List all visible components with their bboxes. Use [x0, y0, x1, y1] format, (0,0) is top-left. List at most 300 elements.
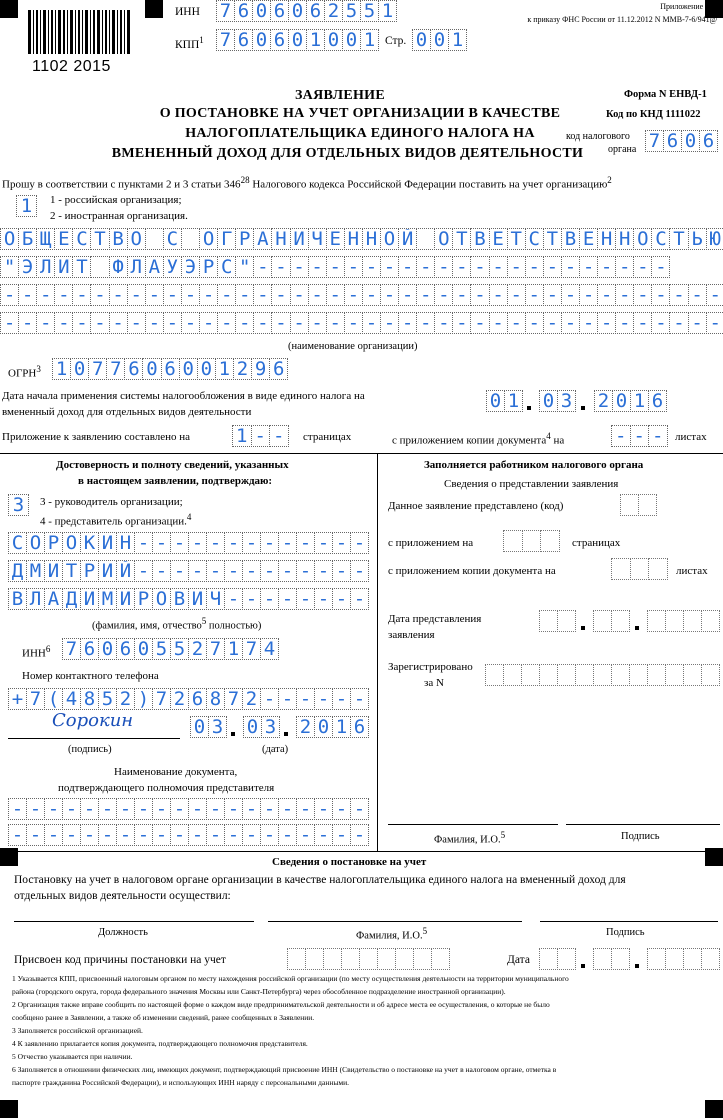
- tax-fio-label-text: Фамилия, И.О.: [434, 834, 501, 846]
- sign-date-caption: (дата): [262, 744, 289, 755]
- empty-cell: [593, 664, 612, 686]
- char-cell: -: [648, 425, 668, 447]
- char-cell: -: [235, 284, 254, 306]
- empty-cell: [377, 948, 396, 970]
- char-cell: -: [206, 824, 225, 846]
- char-cell: 7: [206, 638, 225, 660]
- char-cell: И: [54, 256, 73, 278]
- appendix-pages-cells: [232, 425, 288, 447]
- char-cell: 6: [234, 0, 253, 22]
- char-cell: -: [362, 256, 381, 278]
- registration-position-label: Должность: [98, 927, 148, 938]
- char-cell: -: [80, 824, 99, 846]
- char-cell: 7: [62, 638, 81, 660]
- empty-cell: [701, 664, 720, 686]
- patronymic-cells: [8, 588, 368, 610]
- char-cell: 0: [288, 29, 307, 51]
- registration-date-label: Дата: [507, 954, 530, 966]
- char-cell: Э: [18, 256, 37, 278]
- sign-date-day: [190, 716, 226, 738]
- char-cell: 3: [557, 390, 576, 412]
- empty-cell: [665, 948, 684, 970]
- char-cell: 0: [412, 29, 431, 51]
- appendix-copies-sup: 4: [546, 431, 551, 441]
- char-cell: 6: [188, 688, 207, 710]
- char-cell: -: [242, 560, 261, 582]
- registration-date-year: [647, 948, 719, 970]
- char-cell: О: [26, 532, 45, 554]
- char-cell: -: [242, 798, 261, 820]
- char-cell: -: [669, 312, 688, 334]
- char-cell: -: [44, 798, 63, 820]
- tax-date-sep-1: [581, 626, 585, 630]
- empty-cell: [539, 664, 558, 686]
- tax-office-title: Заполняется работником налогового органа: [424, 459, 644, 471]
- char-cell: О: [199, 228, 218, 250]
- appendix-copies-on: на: [553, 434, 565, 447]
- char-cell: -: [326, 312, 345, 334]
- registration-date-sep-2: [635, 964, 639, 968]
- request-text-part-1: Прошу в соответствии с пунктами 2 и 3 статьи 346: [2, 178, 241, 191]
- char-cell: Ч: [308, 228, 327, 250]
- char-cell: 3: [208, 716, 227, 738]
- char-cell: -: [271, 284, 290, 306]
- char-cell: С: [72, 228, 91, 250]
- char-cell: 2: [170, 688, 189, 710]
- char-cell: -: [224, 798, 243, 820]
- footnote: 6 Заполняется в отношении физических лиц, имеющих документ, подтверждающий присвоение ИНН (Свидетельство о постановке на учет в налоговом органе, отметка в: [12, 1065, 557, 1074]
- char-cell: -: [633, 256, 652, 278]
- start-date-label-2: вмененный доход для отдельных видов деятельности: [2, 406, 252, 418]
- char-cell: 7: [106, 358, 125, 380]
- ogrn-label-text: ОГРН: [8, 367, 37, 380]
- char-cell: -: [269, 425, 289, 447]
- char-cell: 0: [342, 29, 361, 51]
- char-cell: -: [116, 824, 135, 846]
- char-cell: О: [127, 228, 146, 250]
- char-cell: -: [26, 798, 45, 820]
- char-cell: -: [543, 312, 562, 334]
- signature-image: Сорокин: [52, 710, 134, 731]
- signer-inn-sup: 6: [45, 644, 51, 654]
- char-cell: -: [134, 798, 153, 820]
- char-cell: Н: [116, 532, 135, 554]
- registration-fio-line: [268, 921, 522, 922]
- char-cell: Л: [36, 256, 55, 278]
- char-cell: -: [260, 824, 279, 846]
- char-cell: 1: [52, 358, 71, 380]
- start-date-sep-1: [527, 406, 531, 410]
- char-cell: -: [507, 284, 526, 306]
- char-cell: -: [525, 284, 544, 306]
- char-cell: -: [380, 312, 399, 334]
- tax-reg-cells: [485, 664, 719, 686]
- empty-cell: [647, 664, 666, 686]
- char-cell: Е: [579, 228, 598, 250]
- registration-kpp-label: Присвоен код причины постановки на учет: [14, 954, 226, 966]
- char-cell: 0: [681, 130, 700, 152]
- char-cell: -: [489, 284, 508, 306]
- char-cell: -: [224, 588, 243, 610]
- fio-caption-text: (фамилия, имя, отчество: [92, 620, 202, 632]
- tax-date-sep-2: [635, 626, 639, 630]
- empty-cell: [665, 610, 684, 632]
- char-cell: О: [380, 228, 399, 250]
- char-cell: В: [470, 228, 489, 250]
- char-cell: -: [36, 312, 55, 334]
- empty-cell: [701, 610, 720, 632]
- request-text-part-2: Налогового кодекса Российской Федерации поставить на учет организацию: [249, 178, 608, 191]
- knd-code: Код по КНД 1111022: [606, 109, 701, 120]
- char-cell: -: [611, 425, 631, 447]
- char-cell: 7: [242, 638, 261, 660]
- footnotes: [12, 972, 712, 1089]
- char-cell: -: [615, 312, 634, 334]
- org-name-row-4: [0, 312, 723, 334]
- empty-cell: [305, 948, 324, 970]
- char-cell: 0: [70, 358, 89, 380]
- fio-caption: [92, 616, 261, 633]
- char-cell: Т: [62, 560, 81, 582]
- appendix-line-2: к приказу ФНС России от 11.12.2012 N ММВ-7-6/941@: [527, 15, 717, 24]
- request-sup-2: 2: [607, 175, 612, 185]
- char-cell: -: [260, 588, 279, 610]
- char-cell: -: [199, 284, 218, 306]
- char-cell: -: [116, 798, 135, 820]
- char-cell: -: [314, 798, 333, 820]
- barcode-image: [28, 10, 132, 62]
- char-cell: -: [72, 312, 91, 334]
- char-cell: -: [62, 798, 81, 820]
- char-cell: И: [98, 560, 117, 582]
- char-cell: Р: [44, 532, 63, 554]
- signer-inn-label-text: ИНН: [22, 647, 46, 660]
- char-cell: ): [134, 688, 153, 710]
- char-cell: -: [350, 532, 369, 554]
- char-cell: -: [152, 824, 171, 846]
- empty-cell: [431, 948, 450, 970]
- char-cell: 4: [260, 638, 279, 660]
- empty-cell: [611, 948, 630, 970]
- char-cell: 0: [142, 358, 161, 380]
- start-date-label-1: Дата начала применения системы налогообложения в виде единого налога на: [2, 390, 365, 402]
- char-cell: [416, 228, 435, 250]
- tax-fio-label: [434, 830, 505, 847]
- char-cell: -: [314, 532, 333, 554]
- char-cell: 5: [342, 0, 361, 22]
- char-cell: -: [98, 824, 117, 846]
- confirm-option-4: [40, 512, 191, 529]
- char-cell: -: [152, 560, 171, 582]
- appendix-copies-text: с приложением копии документа: [392, 434, 547, 447]
- empty-cell: [540, 530, 560, 552]
- empty-cell: [638, 494, 657, 516]
- char-cell: -: [170, 532, 189, 554]
- char-cell: -: [271, 256, 290, 278]
- empty-cell: [620, 494, 639, 516]
- signature-caption: (подпись): [68, 744, 112, 755]
- section-vertical-line: [377, 453, 378, 851]
- request-text: [2, 175, 612, 192]
- char-cell: В: [170, 588, 189, 610]
- ogrn-cells: [52, 358, 287, 380]
- char-cell: -: [630, 425, 650, 447]
- registration-date-day: [539, 948, 575, 970]
- char-cell: Е: [489, 228, 508, 250]
- empty-cell: [683, 948, 702, 970]
- char-cell: -: [489, 256, 508, 278]
- char-cell: Ю: [706, 228, 723, 250]
- char-cell: -: [452, 284, 471, 306]
- char-cell: -: [470, 284, 489, 306]
- footnote: 3 Заполняется российской организацией.: [12, 1026, 143, 1035]
- empty-cell: [539, 610, 558, 632]
- char-cell: -: [434, 256, 453, 278]
- char-cell: [90, 256, 109, 278]
- tax-appendix-cells: [503, 530, 559, 552]
- char-cell: 7: [26, 688, 45, 710]
- start-date-year: [594, 390, 666, 412]
- char-cell: -: [651, 284, 670, 306]
- char-cell: И: [116, 588, 135, 610]
- char-cell: Н: [597, 228, 616, 250]
- char-cell: -: [260, 560, 279, 582]
- char-cell: С: [651, 228, 670, 250]
- request-sup-1: 28: [240, 175, 250, 185]
- char-cell: Ь: [688, 228, 707, 250]
- char-cell: -: [525, 256, 544, 278]
- char-cell: Н: [615, 228, 634, 250]
- footnote: района (городского округа, города федерального значения Москвы или Санкт-Петербурга) через обособленное подразделение иностранной организации).: [12, 987, 506, 996]
- char-cell: 6: [663, 130, 682, 152]
- char-cell: -: [44, 824, 63, 846]
- char-cell: -: [188, 824, 207, 846]
- char-cell: -: [326, 284, 345, 306]
- char-cell: -: [152, 798, 171, 820]
- char-cell: -: [332, 532, 351, 554]
- char-cell: -: [308, 256, 327, 278]
- confirm-type-cell: [8, 494, 28, 516]
- char-cell: -: [0, 312, 19, 334]
- char-cell: -: [36, 284, 55, 306]
- doc-row-1: [8, 798, 368, 820]
- confirm-option-3: 3 - руководитель организации;: [40, 496, 183, 508]
- char-cell: -: [332, 588, 351, 610]
- sign-date-year: [296, 716, 368, 738]
- char-cell: И: [188, 588, 207, 610]
- phone-cells: [8, 688, 368, 710]
- char-cell: -: [296, 560, 315, 582]
- char-cell: Й: [116, 560, 135, 582]
- char-cell: -: [181, 284, 200, 306]
- org-name-caption: (наименование организации): [288, 341, 418, 352]
- char-cell: 0: [288, 0, 307, 22]
- char-cell: -: [0, 284, 19, 306]
- char-cell: -: [62, 824, 81, 846]
- char-cell: В: [561, 228, 580, 250]
- char-cell: -: [344, 284, 363, 306]
- char-cell: -: [326, 256, 345, 278]
- char-cell: -: [145, 312, 164, 334]
- registration-fio-sup: 5: [422, 926, 428, 936]
- char-cell: [145, 228, 164, 250]
- char-cell: 5: [152, 638, 171, 660]
- char-cell: -: [332, 798, 351, 820]
- char-cell: 6: [161, 358, 180, 380]
- char-cell: -: [206, 532, 225, 554]
- char-cell: -: [224, 560, 243, 582]
- char-cell: 2: [116, 688, 135, 710]
- char-cell: 6: [350, 716, 369, 738]
- char-cell: -: [416, 256, 435, 278]
- char-cell: 1: [360, 29, 379, 51]
- char-cell: -: [507, 256, 526, 278]
- tax-date-year: [647, 610, 719, 632]
- tax-fio-line: [388, 824, 558, 825]
- char-cell: Т: [72, 256, 91, 278]
- char-cell: -: [296, 532, 315, 554]
- char-cell: -: [651, 312, 670, 334]
- char-cell: 7: [152, 688, 171, 710]
- char-cell: Л: [127, 256, 146, 278]
- confirm-option-4-text: 4 - представитель организации.: [40, 515, 187, 528]
- empty-cell: [629, 664, 648, 686]
- char-cell: 1: [332, 716, 351, 738]
- char-cell: 2: [324, 0, 343, 22]
- char-cell: 6: [269, 358, 288, 380]
- empty-cell: [647, 610, 666, 632]
- char-cell: 6: [124, 358, 143, 380]
- empty-cell: [287, 948, 306, 970]
- char-cell: 5: [98, 688, 117, 710]
- char-cell: -: [452, 312, 471, 334]
- char-cell: И: [44, 560, 63, 582]
- appendix-copies-label: [392, 431, 564, 448]
- char-cell: О: [434, 228, 453, 250]
- registration-kpp-cells: [287, 948, 449, 970]
- char-cell: 0: [134, 638, 153, 660]
- section-top-line: [0, 453, 723, 454]
- char-cell: 0: [252, 29, 271, 51]
- tax-reg-label-2: за N: [424, 677, 444, 689]
- registration-sign-line: [540, 921, 718, 922]
- char-cell: 6: [306, 0, 325, 22]
- char-cell: -: [188, 560, 207, 582]
- phone-label: Номер контактного телефона: [22, 670, 159, 682]
- confirm-title-2: в настоящем заявлении, подтверждаю:: [78, 475, 273, 487]
- tax-reg-label-1: Зарегистрировано: [388, 661, 473, 673]
- char-cell: -: [350, 824, 369, 846]
- char-cell: М: [26, 560, 45, 582]
- char-cell: -: [332, 560, 351, 582]
- char-cell: 1: [504, 390, 523, 412]
- footnote: 2 Организация также вправе сообщить по настоящей форме о каждом виде предпринимательской деятельности и об адресе места ее осуществления, о которые не было: [12, 1000, 550, 1009]
- char-cell: -: [706, 284, 723, 306]
- char-cell: Т: [452, 228, 471, 250]
- tax-date-label-1: Дата представления: [388, 613, 482, 625]
- empty-cell: [665, 664, 684, 686]
- char-cell: Р: [134, 588, 153, 610]
- char-cell: -: [18, 312, 37, 334]
- char-cell: М: [98, 588, 117, 610]
- char-cell: -: [314, 560, 333, 582]
- char-cell: -: [127, 312, 146, 334]
- char-cell: -: [706, 312, 723, 334]
- empty-cell: [647, 948, 666, 970]
- ogrn-sup: 3: [36, 364, 41, 374]
- char-cell: 1: [224, 638, 243, 660]
- char-cell: 3: [8, 494, 29, 516]
- start-date-day: [486, 390, 522, 412]
- char-cell: -: [199, 312, 218, 334]
- char-cell: -: [8, 798, 27, 820]
- org-name-row-2: [0, 256, 669, 278]
- char-cell: 5: [360, 0, 379, 22]
- char-cell: -: [278, 560, 297, 582]
- kpp-label: [175, 35, 204, 52]
- char-cell: Ч: [206, 588, 225, 610]
- empty-cell: [575, 664, 594, 686]
- char-cell: -: [90, 284, 109, 306]
- empty-cell: [521, 664, 540, 686]
- footnote: сообщено ранее в Заявлении, а также об изменении сведений, ранее сообщенных в Заявлении.: [12, 1013, 315, 1022]
- char-cell: -: [152, 532, 171, 554]
- registration-text-1: Постановку на учет в налоговом органе организации в качестве налогоплательщика единого налога на вмененный доход для: [14, 874, 626, 886]
- doc-label-1: Наименование документа,: [114, 766, 238, 778]
- char-cell: -: [633, 284, 652, 306]
- char-cell: -: [278, 824, 297, 846]
- char-cell: 1: [16, 195, 37, 217]
- sign-date-month: [243, 716, 279, 738]
- char-cell: Т: [507, 228, 526, 250]
- corner-marker-bottom-right: [705, 1100, 723, 1118]
- empty-cell: [359, 948, 378, 970]
- char-cell: С: [8, 532, 27, 554]
- empty-cell: [485, 664, 504, 686]
- empty-cell: [683, 610, 702, 632]
- char-cell: Б: [18, 228, 37, 250]
- char-cell: 0: [430, 29, 449, 51]
- char-cell: 0: [314, 716, 333, 738]
- char-cell: 1: [378, 0, 397, 22]
- char-cell: 6: [270, 29, 289, 51]
- tax-office-subtitle: Сведения о представлении заявления: [444, 478, 619, 490]
- tax-with-appendix-label: с приложением на: [388, 537, 474, 549]
- char-cell: -: [525, 312, 544, 334]
- tax-code-cells: [645, 130, 717, 152]
- char-cell: 1: [630, 390, 649, 412]
- char-cell: -: [561, 284, 580, 306]
- char-cell: 2: [233, 358, 252, 380]
- char-cell: -: [170, 560, 189, 582]
- char-cell: -: [380, 256, 399, 278]
- empty-cell: [648, 558, 668, 580]
- char-cell: -: [80, 798, 99, 820]
- org-type-option-2: 2 - иностранная организация.: [50, 210, 188, 222]
- char-cell: 0: [539, 390, 558, 412]
- start-date-sep-2: [581, 406, 585, 410]
- tax-sheets-word: листах: [676, 565, 708, 577]
- char-cell: -: [579, 284, 598, 306]
- char-cell: -: [188, 798, 207, 820]
- tax-fio-sup: 5: [500, 830, 506, 840]
- char-cell: 0: [190, 716, 209, 738]
- char-cell: Ф: [109, 256, 128, 278]
- char-cell: 6: [234, 29, 253, 51]
- char-cell: -: [290, 284, 309, 306]
- title-line-2: О ПОСТАНОВКЕ НА УЧЕТ ОРГАНИЗАЦИИ В КАЧЕСТВЕ: [159, 106, 561, 121]
- char-cell: С: [525, 228, 544, 250]
